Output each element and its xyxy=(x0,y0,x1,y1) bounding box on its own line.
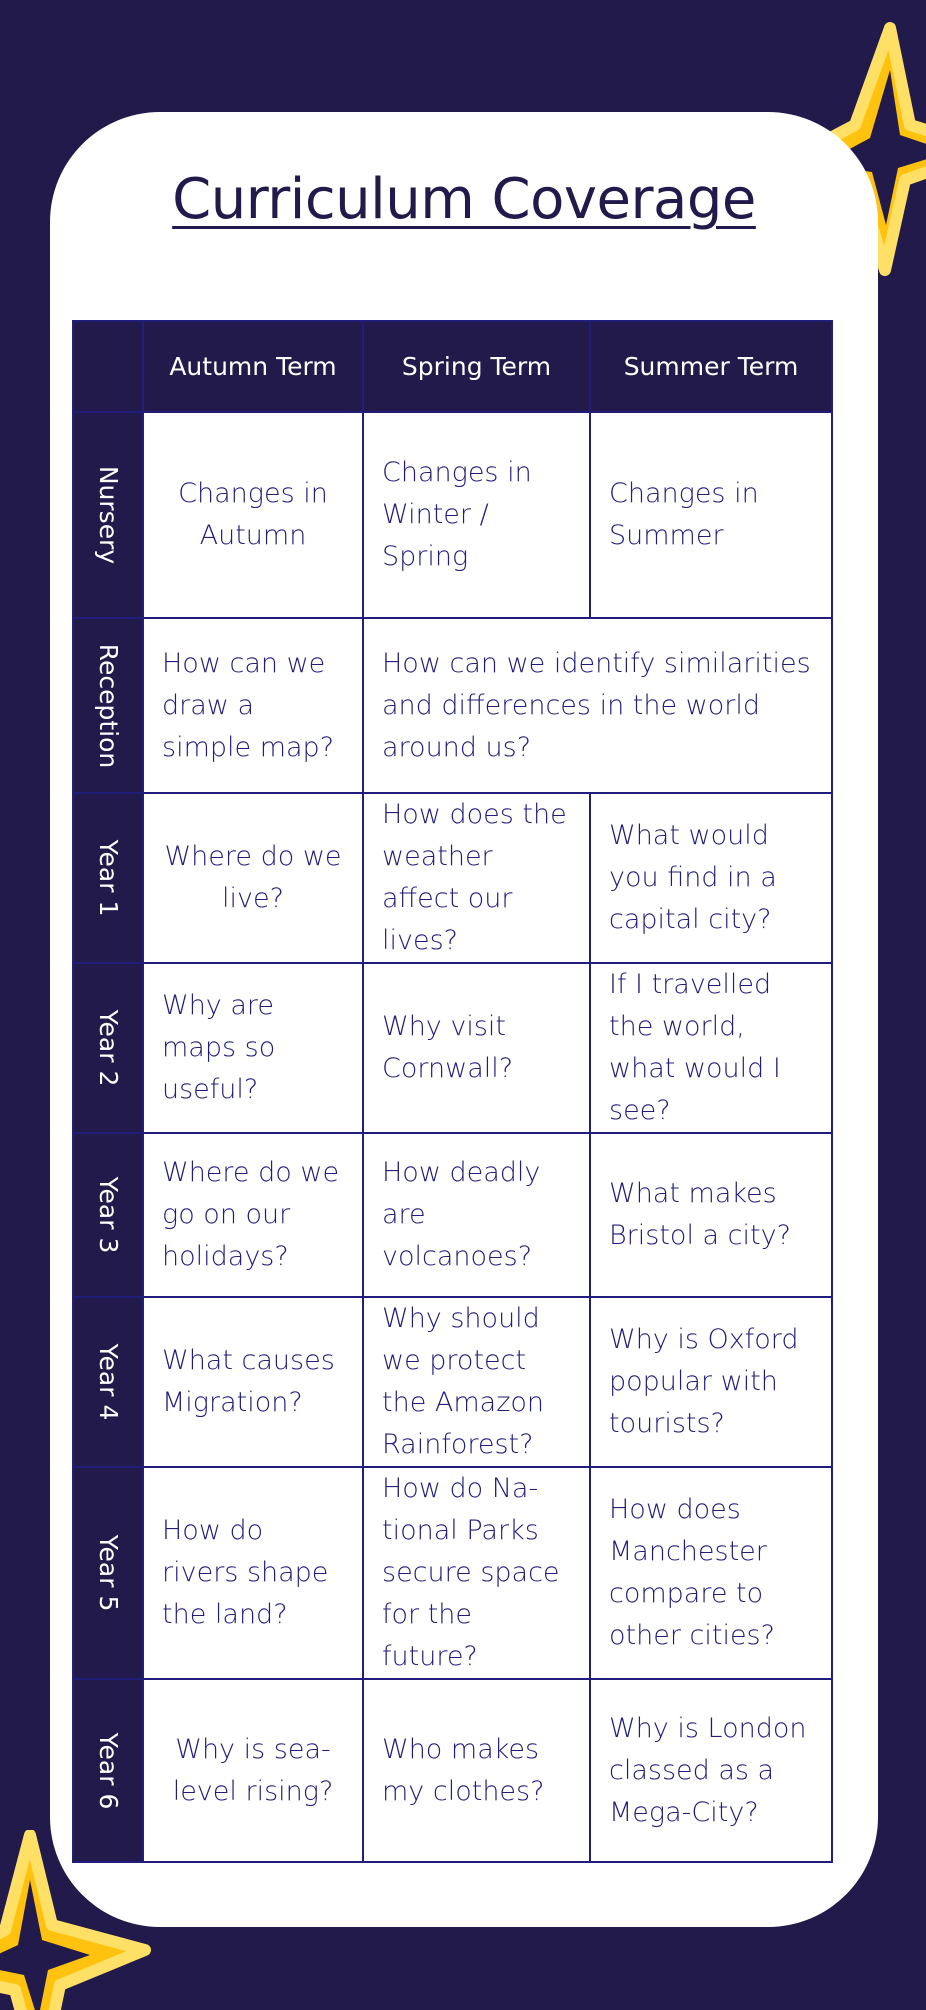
term-header-spring: Spring Term xyxy=(363,321,590,412)
summer-cell: Why is Oxford popular with tourists? xyxy=(590,1297,832,1467)
year-label-cell xyxy=(73,412,143,618)
autumn-cell: Why is sea-level rising? xyxy=(143,1679,363,1862)
curriculum-table xyxy=(72,320,833,1863)
spring-cell: How deadly are volcanoes? xyxy=(363,1133,590,1297)
autumn-cell: Why are maps so useful? xyxy=(143,963,363,1133)
summer-cell: What makes Bristol a city? xyxy=(590,1133,832,1297)
year-label: Year 4 xyxy=(94,1343,123,1421)
spring-cell: Why visit Cornwall? xyxy=(363,963,590,1133)
year-label-cell xyxy=(73,1133,143,1297)
corner-cell xyxy=(73,321,143,412)
year-label: Year 3 xyxy=(94,1176,123,1254)
summer-cell: If I travelled the world, what would I see? xyxy=(590,963,832,1133)
year-label: Nursery xyxy=(94,465,123,565)
year-label: Year 2 xyxy=(94,1009,123,1087)
year-label-cell xyxy=(73,1679,143,1862)
spring-summer-cell: How can we identify similarities and differences in the world around us? xyxy=(363,618,832,793)
header-row xyxy=(73,321,832,412)
year-label-cell xyxy=(73,793,143,963)
autumn-cell: Where do we live? xyxy=(143,793,363,963)
table-row xyxy=(73,1467,832,1679)
autumn-cell: Changes in Autumn xyxy=(143,412,363,618)
curriculum-card xyxy=(50,112,878,1927)
spring-cell: Changes in Winter / Spring xyxy=(363,412,590,618)
spring-cell: Who makes my clothes? xyxy=(363,1679,590,1862)
summer-cell: What would you find in a capital city? xyxy=(590,793,832,963)
table-row xyxy=(73,963,832,1133)
table-row xyxy=(73,1133,832,1297)
summer-cell: Why is London classed as a Mega-City? xyxy=(590,1679,832,1862)
year-label: Year 6 xyxy=(94,1732,123,1809)
spring-cell: How does the weather affect our lives? xyxy=(363,793,590,963)
autumn-cell: How can we draw a simple map? xyxy=(143,618,363,793)
summer-cell: How does Manchester compare to other cities? xyxy=(590,1467,832,1679)
autumn-cell: Where do we go on our holidays? xyxy=(143,1133,363,1297)
autumn-cell: How do rivers shape the land? xyxy=(143,1467,363,1679)
page-title: Curriculum Coverage xyxy=(172,167,756,232)
table-row xyxy=(73,1297,832,1467)
year-label: Year 5 xyxy=(94,1534,123,1612)
year-label-cell xyxy=(73,1467,143,1679)
table-row xyxy=(73,1679,832,1862)
term-header-summer: Summer Term xyxy=(590,321,832,412)
term-header-autumn: Autumn Term xyxy=(143,321,363,412)
autumn-cell: What causes Migration? xyxy=(143,1297,363,1467)
spring-cell: Why should we protect the Amazon Rainforest? xyxy=(363,1297,590,1467)
year-label-cell xyxy=(73,963,143,1133)
year-label: Year 1 xyxy=(94,839,123,917)
table-row xyxy=(73,412,832,618)
table-row xyxy=(73,618,832,793)
year-label-cell xyxy=(73,1297,143,1467)
year-label-cell xyxy=(73,618,143,793)
spring-cell: How do Na-tional Parks secure space for the future? xyxy=(363,1467,590,1679)
year-label: Reception xyxy=(94,643,123,768)
summer-cell: Changes in Summer xyxy=(590,412,832,618)
table-row xyxy=(73,793,832,963)
